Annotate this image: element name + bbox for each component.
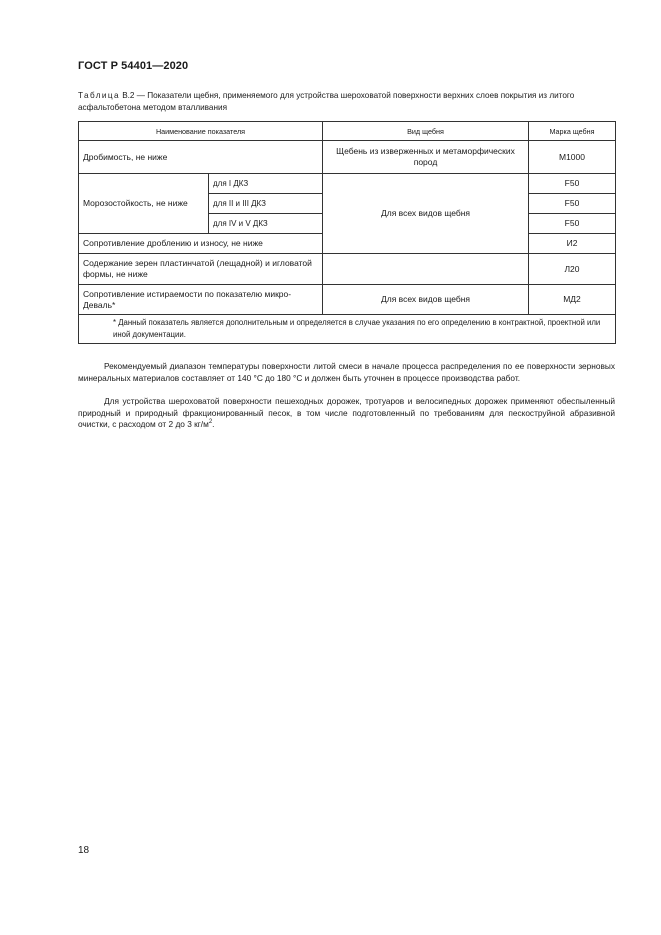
cell-mark: F50 — [529, 214, 616, 234]
cell-name: Сопротивление истираемости по показателю микро-Деваль* — [79, 285, 323, 315]
footnote-text: * Данный показатель является дополнительным и определяется в случае указания по его определению в контрактной, проектной или иной документации. — [113, 318, 601, 339]
header-mark: Марка щебня — [529, 122, 616, 141]
cell-kind: Щебень из изверженных и метаморфических пород — [323, 141, 529, 174]
cell-mark: И2 — [529, 234, 616, 254]
table-note-row — [79, 315, 616, 344]
page-number: 18 — [78, 845, 90, 856]
cell-mark: М1000 — [529, 141, 616, 174]
cell-sub: для I ДКЗ — [209, 174, 323, 194]
superscript: 2 — [208, 419, 213, 426]
table-row — [79, 174, 616, 194]
table-footnote — [79, 315, 616, 344]
table-caption — [78, 90, 616, 113]
caption-label: Таблица — [78, 91, 120, 100]
paragraph-text: Для устройства шероховатой поверхности пешеходных дорожек, тротуаров и велосипедных дорожек применяют обеспыленный природный и природный фракционированный песок, в том числе подготовленный по требованиям для пескоструйной абразивной очистки, с расходом от 2 до 3 кг/м — [78, 396, 615, 429]
cell-sub: для II и III ДКЗ — [209, 194, 323, 214]
cell-name: Содержание зерен пластинчатой (лещадной) и игловатой формы, не ниже — [79, 254, 323, 285]
header-kind: Вид щебня — [323, 122, 529, 141]
paragraph-temperature — [78, 361, 615, 384]
table-header-row — [79, 122, 616, 141]
cell-name: Сопротивление дроблению и износу, не ниже — [79, 234, 323, 254]
cell-name: Дробимость, не ниже — [79, 141, 323, 174]
paragraph-sand — [78, 396, 615, 431]
caption-number: В.2 — [122, 91, 135, 100]
cell-mark: F50 — [529, 174, 616, 194]
cell-kind-empty — [323, 254, 529, 285]
indicators-table — [78, 121, 616, 344]
header-name: Наименование показателя — [79, 122, 323, 141]
cell-mark: Л20 — [529, 254, 616, 285]
cell-sub: для IV и V ДКЗ — [209, 214, 323, 234]
table-row — [79, 285, 616, 315]
table-row — [79, 141, 616, 174]
cell-name: Морозостойкость, не ниже — [79, 174, 209, 234]
cell-kind: Для всех видов щебня — [323, 285, 529, 315]
standard-header: ГОСТ Р 54401—2020 — [78, 60, 189, 72]
table-row — [79, 254, 616, 285]
cell-mark: F50 — [529, 194, 616, 214]
paragraph-text: Рекомендуемый диапазон температуры поверхности литой смеси в начале процесса распределения по ее поверхности зерновых минеральных материалов составляет от 140 °С до 180 °С и должен быть уточнен в процессе производства работ. — [78, 361, 615, 383]
caption-text: — Показатели щебня, применяемого для устройства шероховатой поверхности верхних слоев покрытия из литого асфальтобетона методом вталливания — [78, 91, 575, 112]
cell-kind-merged: Для всех видов щебня — [323, 174, 529, 254]
paragraph-end: . — [212, 419, 215, 429]
cell-mark: МД2 — [529, 285, 616, 315]
